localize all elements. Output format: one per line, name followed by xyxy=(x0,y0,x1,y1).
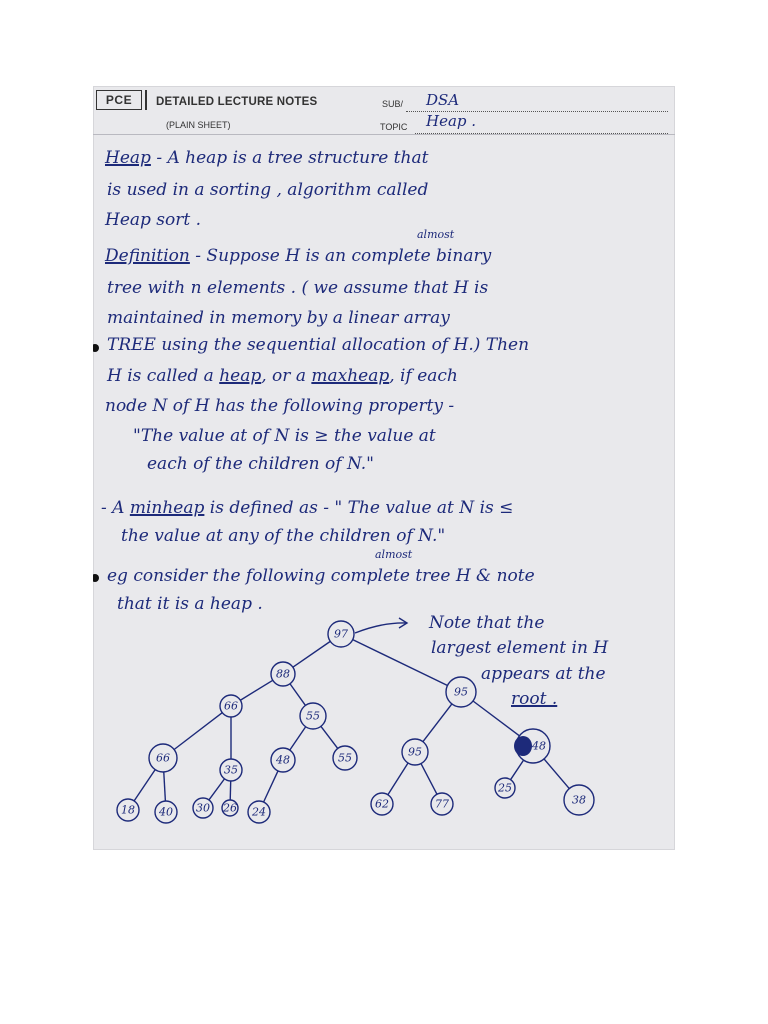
note-line-8-c: , if each xyxy=(389,366,458,386)
note-line-3: Heap sort . xyxy=(105,210,202,230)
tree-edge-18 xyxy=(264,771,278,802)
tree-node-label-5: 95 xyxy=(408,745,422,759)
tree-node-17 xyxy=(193,798,213,818)
tree-node-6 xyxy=(514,729,550,763)
tree-node-label-13: 25 xyxy=(498,781,512,795)
tree-edge-17 xyxy=(230,781,231,800)
tree-node-16 xyxy=(155,801,177,823)
heap-tree-diagram xyxy=(93,86,675,850)
sheet-title: DETAILED LECTURE NOTES xyxy=(156,96,318,108)
term-minheap: minheap xyxy=(129,498,205,518)
subject-value: DSA xyxy=(426,91,460,109)
note-line-1-text: - A heap is a tree structure that xyxy=(156,148,429,168)
tree-node-7 xyxy=(149,744,177,772)
note-line-6: maintained in memory by a linear array xyxy=(107,308,450,328)
tree-node-18 xyxy=(222,800,238,816)
tree-node-5 xyxy=(402,739,428,765)
term-maxheap: maxheap xyxy=(311,366,390,386)
tree-node-label-6: 48 xyxy=(532,739,546,753)
tree-node-3 xyxy=(220,695,242,717)
tree-node-1 xyxy=(271,662,295,686)
term-definition: Definition xyxy=(105,246,190,266)
note-line-2: is used in a sorting , algorithm called xyxy=(107,180,429,200)
tree-node-9 xyxy=(271,748,295,772)
tree-node-label-9: 48 xyxy=(276,753,290,767)
note-line-14: eg consider the following complete tree H & note xyxy=(107,566,535,586)
note-line-5: tree with n elements . ( we assume that H is xyxy=(107,278,489,298)
tree-edge-15 xyxy=(164,772,166,801)
tree-node-label-8: 35 xyxy=(224,763,238,777)
subject-label: SUB/ xyxy=(382,99,404,109)
pce-logo: PCE xyxy=(96,90,142,110)
tree-edge-8 xyxy=(290,727,306,750)
note-line-10: "The value at of N is ≥ the value at xyxy=(133,426,436,446)
annotation-line-2: largest element in H xyxy=(431,638,609,658)
tree-node-label-0: 97 xyxy=(334,627,348,641)
tree-node-label-1: 88 xyxy=(276,667,290,681)
tree-nodes xyxy=(117,621,594,823)
lecture-note-sheet xyxy=(93,86,675,850)
tree-node-label-2: 95 xyxy=(454,685,468,699)
tree-node-label-7: 66 xyxy=(156,751,170,765)
annotation-line-4: root . xyxy=(511,689,558,709)
tree-node-label-12: 77 xyxy=(435,797,449,811)
tree-edge-6 xyxy=(174,713,222,750)
tree-node-19 xyxy=(248,801,270,823)
annotation-line-3: appears at the xyxy=(481,664,606,684)
insert-almost-2: almost xyxy=(375,548,413,561)
tree-node-10 xyxy=(333,746,357,770)
tree-edge-16 xyxy=(209,779,225,800)
note-line-7: TREE using the sequential allocation of H.) Then xyxy=(107,335,530,355)
insert-almost-1: almost xyxy=(417,228,455,241)
annotation-line-1: Note that the xyxy=(429,613,545,633)
tree-edge-1 xyxy=(353,640,448,686)
tree-node-4 xyxy=(300,703,326,729)
topic-value: Heap . xyxy=(426,112,477,130)
tree-node-12 xyxy=(431,793,453,815)
note-line-12-b: is defined as - " The value at N is ≤ xyxy=(209,498,514,518)
note-line-15: that it is a heap . xyxy=(117,594,263,614)
tree-node-label-19: 24 xyxy=(252,805,266,819)
tree-node-8 xyxy=(220,759,242,781)
note-line-4-text: - Suppose H is an complete binary xyxy=(195,246,492,266)
note-line-12-a: - A xyxy=(101,498,125,518)
tree-node-0 xyxy=(328,621,354,647)
tree-edge-4 xyxy=(423,704,452,742)
tree-node-label-10: 55 xyxy=(338,751,352,765)
sheet-subtitle: (PLAIN SHEET) xyxy=(166,120,231,130)
tree-edge-13 xyxy=(544,759,569,789)
tree-node-label-14: 38 xyxy=(572,793,586,807)
tree-edge-9 xyxy=(321,726,338,748)
tree-edge-0 xyxy=(293,641,330,667)
tree-edge-14 xyxy=(134,770,155,801)
tree-node-11 xyxy=(371,793,393,815)
tree-node-label-3: 66 xyxy=(224,699,238,713)
tree-node-label-11: 62 xyxy=(375,797,389,811)
tree-node-15 xyxy=(117,799,139,821)
tree-node-label-17: 30 xyxy=(196,801,210,815)
topic-label: TOPIC xyxy=(380,122,408,132)
tree-edge-12 xyxy=(511,760,524,780)
note-line-13: the value at any of the children of N." xyxy=(121,526,446,546)
tree-edge-11 xyxy=(421,764,437,795)
term-heap-2: heap xyxy=(219,366,262,386)
tree-edge-5 xyxy=(473,701,519,736)
tree-node-14 xyxy=(564,785,594,815)
tree-node-label-18: 26 xyxy=(223,801,237,815)
tree-node-label-16: 40 xyxy=(159,805,173,819)
note-line-11: each of the children of N." xyxy=(147,454,374,474)
term-heap: Heap xyxy=(105,148,151,168)
tree-node-2 xyxy=(446,677,476,707)
tree-node-13 xyxy=(495,778,515,798)
note-line-8-b: , or a xyxy=(261,366,306,386)
note-line-8-a: H is called a xyxy=(107,366,214,386)
tree-node-label-15: 18 xyxy=(121,803,135,817)
tree-edge-3 xyxy=(290,684,305,706)
tree-edge-2 xyxy=(240,680,272,700)
tree-edge-10 xyxy=(388,763,408,795)
tree-node-label-4: 55 xyxy=(306,709,320,723)
note-line-9: node N of H has the following property - xyxy=(105,396,455,416)
scribble-mark xyxy=(514,736,532,756)
